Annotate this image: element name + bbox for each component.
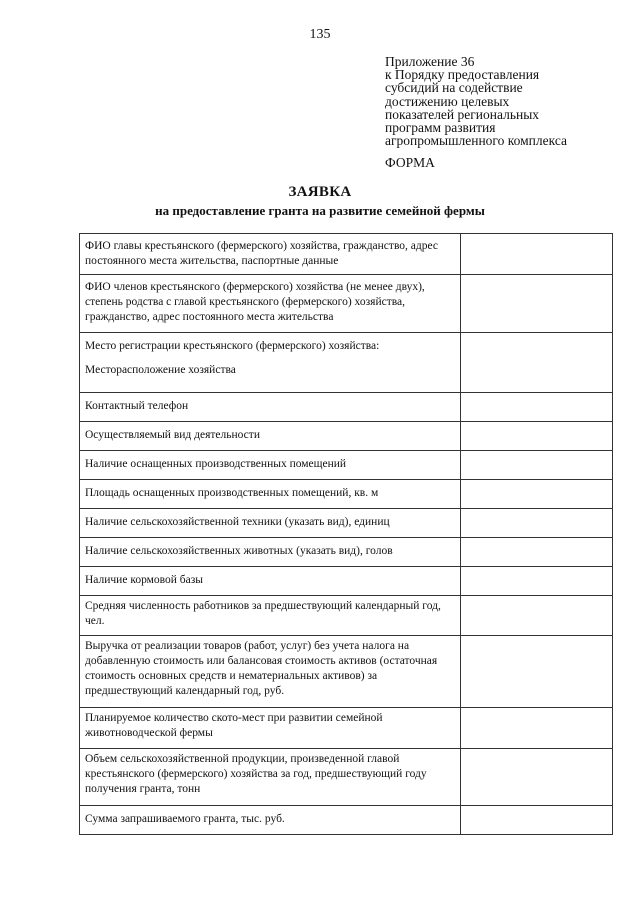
table-row [80,509,613,538]
row-value-field[interactable] [461,567,613,596]
document-subtitle: на предоставление гранта на развитие семейной фермы [155,203,485,218]
row-value-field[interactable] [461,749,613,806]
row-value-field[interactable] [461,234,613,275]
table-row [80,538,613,567]
table-row [80,636,613,708]
row-label: Наличие оснащенных производственных помещений [80,451,461,480]
table-row [80,806,613,835]
appendix-line: к Порядку предоставления [385,67,540,83]
appendix-line: субсидий на содействие [385,80,523,96]
row-label: Место регистрации крестьянского (фермерского) хозяйства: [85,340,380,352]
appendix-line: агропромышленного комплекса [385,133,567,149]
application-form-table [79,233,613,835]
row-label: Наличие сельскохозяйственных животных (указать вид), голов [80,538,461,567]
table-row [80,567,613,596]
row-value-field[interactable] [461,422,613,451]
row-label: Сумма запрашиваемого гранта, тыс. руб. [80,806,461,835]
form-label: ФОРМА [385,155,435,170]
appendix-block [385,55,625,147]
table-row [80,749,613,806]
row-label-secondary: Месторасположение хозяйства [85,364,236,376]
row-label-group [80,333,461,393]
document-title: ЗАЯВКА [288,184,352,200]
row-label: ФИО главы крестьянского (фермерского) хозяйства, гражданство, адрес постоянного места жительства, паспортные данные [80,234,461,275]
table-row [80,451,613,480]
table-row [80,480,613,509]
appendix-line: Приложение 36 [385,54,475,69]
table-row [80,422,613,451]
row-value-field[interactable] [461,509,613,538]
table-row [80,393,613,422]
page-number: 135 [309,27,331,42]
row-label: Осуществляемый вид деятельности [80,422,461,451]
row-label: Наличие сельскохозяйственной техники (указать вид), единиц [80,509,461,538]
row-value-field[interactable] [461,708,613,749]
row-value-field[interactable] [461,275,613,333]
table-row [80,333,613,393]
row-label: Наличие кормовой базы [80,567,461,596]
row-value-field[interactable] [461,480,613,509]
table-row [80,596,613,636]
appendix-line: программ развития [385,120,496,136]
row-value-field[interactable] [461,333,613,393]
table-row [80,708,613,749]
row-value-field[interactable] [461,393,613,422]
row-label-spacer [85,354,455,363]
row-label: Планируемое количество ското-мест при развитии семейной животноводческой фермы [80,708,461,749]
table-row [80,275,613,333]
row-label: Объем сельскохозяйственной продукции, произведенной главой крестьянского (фермерского) хозяйства за год, предшествующий году получения гранта, тонн [80,749,461,806]
row-label: Средняя численность работников за предшествующий календарный год, чел. [80,596,461,636]
row-label: Контактный телефон [80,393,461,422]
row-label: Выручка от реализации товаров (работ, услуг) без учета налога на добавленную стоимость или балансовая стоимость активов (остаточная стоимость основных средств и нематериальных активов) за предшествующий календарный год, руб. [80,636,461,708]
appendix-line: достижению целевых [385,93,510,109]
row-label: Площадь оснащенных производственных помещений, кв. м [80,480,461,509]
appendix-line: показателей региональных [385,106,540,122]
row-label: ФИО членов крестьянского (фермерского) хозяйства (не менее двух), степень родства с главой крестьянского (фермерского) хозяйства, гражданство, адрес постоянного места жительства [80,275,461,333]
row-value-field[interactable] [461,596,613,636]
row-value-field[interactable] [461,806,613,835]
row-value-field[interactable] [461,451,613,480]
row-value-field[interactable] [461,636,613,708]
row-value-field[interactable] [461,538,613,567]
table-row [80,234,613,275]
